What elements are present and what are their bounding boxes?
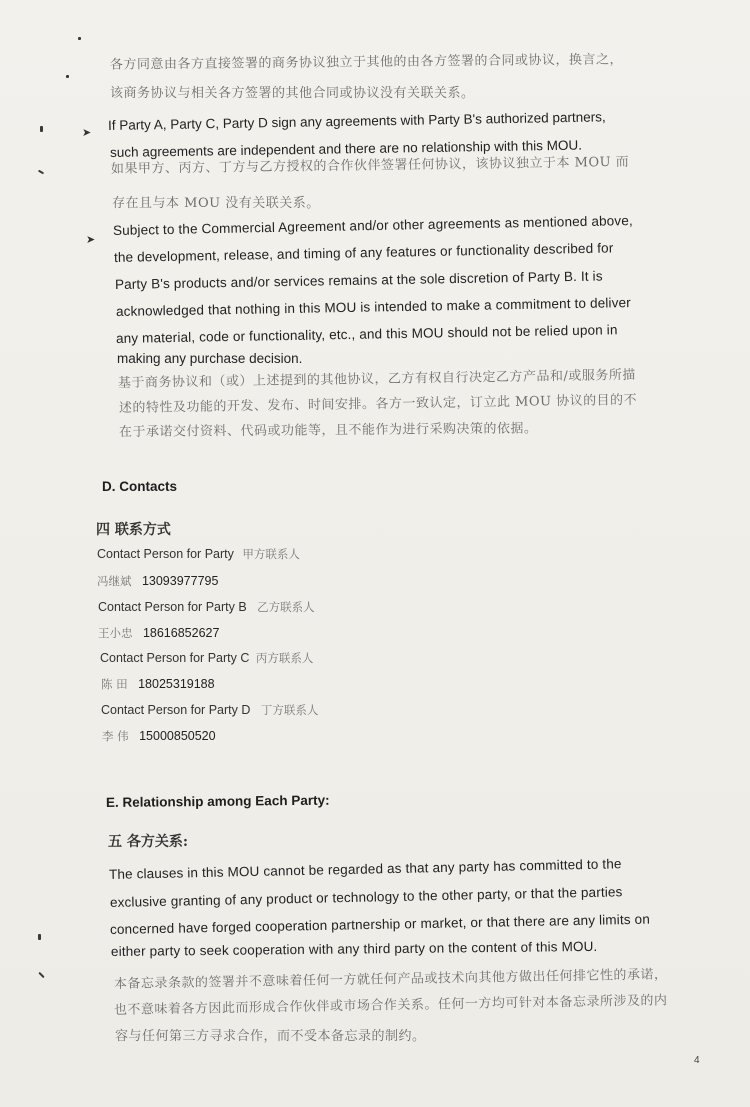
relationship-zh-line: 容与任何第三方寻求合作，而不受本备忘录的制约。 xyxy=(115,1029,426,1044)
contact-party-c xyxy=(100,650,313,666)
contact-party-d xyxy=(101,702,318,718)
bullet2-en-line: Subject to the Commercial Agreement and/or other agreements as mentioned above, xyxy=(112,213,633,238)
contact-phone: 18025319188 xyxy=(138,677,215,691)
intro-zh-line: 该商务协议与相关各方签署的其他合同或协议没有关联关系。 xyxy=(110,86,475,101)
intro-zh-line: 各方同意由各方直接签署的商务协议独立于其他的由各方签署的合同或协议，换言之， xyxy=(109,52,624,73)
contact-name: 李 伟 xyxy=(102,729,129,743)
contact-phone: 13093977795 xyxy=(141,574,219,588)
bullet2-en-line: Party B's products and/or services remains at the sole discretion of Party B. It is xyxy=(114,268,603,292)
relationship-en-line: exclusive granting of any product or technology to the other party, or that the parties xyxy=(109,884,623,910)
scan-mark xyxy=(66,75,69,78)
contact-phone: 15000850520 xyxy=(139,729,216,743)
bullet1-en-line: If Party A, Party C, Party D sign any agreements with Party B's authorized partners, xyxy=(107,109,606,133)
contact-label: Contact Person for Party B xyxy=(98,600,247,614)
scan-mark xyxy=(38,972,44,978)
arrow-bullet-icon: ➤ xyxy=(82,126,92,139)
contact-party-b xyxy=(98,599,315,615)
contact-name: 冯继斌 xyxy=(97,574,132,588)
contact-label: Contact Person for Party D xyxy=(101,703,251,717)
bullet2-zh-line: 述的特性及功能的开发、发布、时间安排。各方一致认定，订立此 MOU 协议的目的不 xyxy=(118,392,638,416)
contact-label-zh: 甲方联系人 xyxy=(242,547,300,561)
contact-label-zh: 丁方联系人 xyxy=(260,703,319,717)
arrow-bullet-icon: ➤ xyxy=(86,233,96,246)
contact-name: 陈 田 xyxy=(101,677,128,691)
relationship-zh-line: 本备忘录条款的签署并不意味着任何一方就任何产品或技术向其他方做出任何排它性的承诺， xyxy=(113,967,668,992)
contact-party-a-person xyxy=(97,573,218,589)
contact-party-a xyxy=(97,546,300,562)
contact-party-c-person xyxy=(101,676,215,692)
page-number: 4 xyxy=(694,1055,700,1066)
scan-mark xyxy=(40,126,43,132)
bullet2-en-line: the development, release, and timing of any features or functionality described for xyxy=(113,240,614,265)
relationship-heading-zh: 五 各方关系: xyxy=(108,834,189,850)
relationship-heading: E. Relationship among Each Party: xyxy=(105,792,330,810)
contacts-heading: D. Contacts xyxy=(102,479,178,494)
contact-phone: 18616852627 xyxy=(142,626,220,640)
contact-name: 王小忠 xyxy=(98,626,133,640)
bullet2-zh-line: 在于承诺交付资料、代码或功能等，且不能作为进行采购决策的依据。 xyxy=(118,421,538,440)
bullet2-en-line: acknowledged that nothing in this MOU is intended to make a commitment to deliver xyxy=(115,295,631,319)
relationship-zh-line: 也不意味着各方因此而形成合作伙伴或市场合作关系。任何一方均可针对本备忘录所涉及的内 xyxy=(113,993,668,1018)
scan-mark xyxy=(78,37,81,40)
contact-label-zh: 丙方联系人 xyxy=(255,651,314,665)
contact-party-d-person xyxy=(102,728,216,744)
contact-label: Contact Person for Party xyxy=(97,547,234,561)
contacts-heading-zh: 四 联系方式 xyxy=(96,522,171,538)
relationship-en-line: The clauses in this MOU cannot be regarded as that any party has committed to the xyxy=(108,856,622,882)
bullet2-en-line: making any purchase decision. xyxy=(117,351,303,366)
relationship-en-line: concerned have forged cooperation partnership or market, or that there are any limits on xyxy=(109,911,651,937)
bullet1-zh-line: 如果甲方、丙方、丁方与乙方授权的合作伙伴签署任何协议，该协议独立于本 MOU 而 xyxy=(110,154,630,177)
bullet2-zh-line: 基于商务协议和（或）上述提到的其他协议，乙方有权自行决定乙方产品和/或服务所描 xyxy=(117,367,636,391)
scan-mark xyxy=(38,170,44,175)
scan-mark xyxy=(38,934,41,940)
bullet1-zh-line: 存在且与本 MOU 没有关联关系。 xyxy=(112,196,320,211)
contact-label: Contact Person for Party C xyxy=(100,651,250,665)
bullet1-en-line: such agreements are independent and there are no relationship with this MOU. xyxy=(109,137,583,160)
contact-label-zh: 乙方联系人 xyxy=(257,600,315,614)
bullet2-en-line: any material, code or functionality, etc., and this MOU should not be relied upon in xyxy=(115,322,618,346)
contact-party-b-person xyxy=(98,625,219,641)
relationship-en-line: either party to seek cooperation with any third party on the content of this MOU. xyxy=(110,938,598,959)
